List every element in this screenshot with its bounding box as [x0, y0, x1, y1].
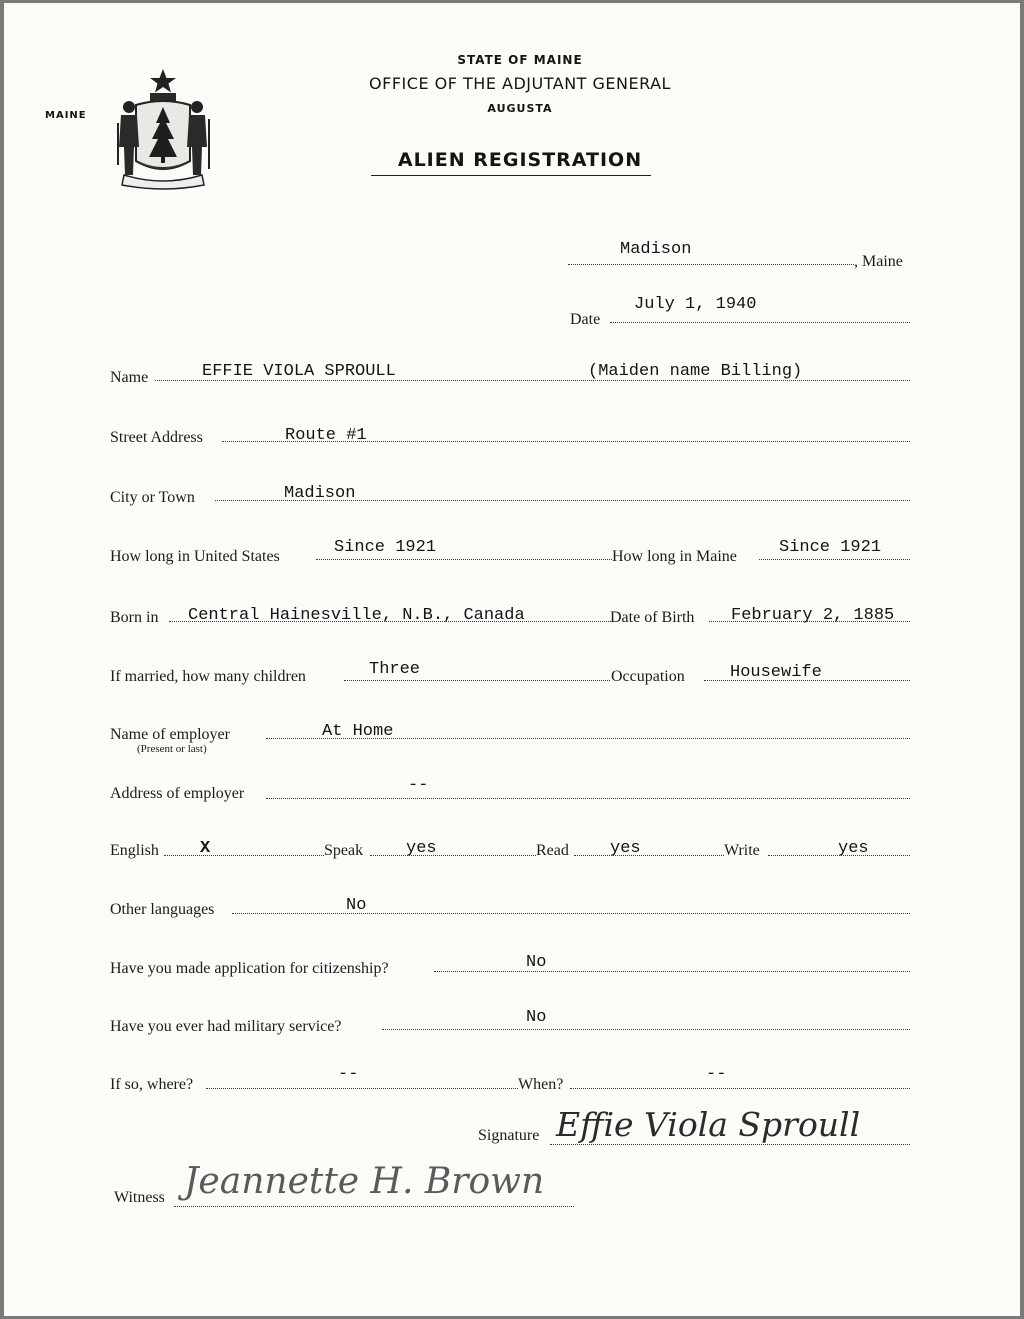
english-value: X [200, 839, 211, 858]
occupation-value: Housewife [730, 663, 822, 682]
how-long-maine-value: Since 1921 [779, 538, 882, 557]
office-heading: OFFICE OF THE ADJUTANT GENERAL [369, 74, 671, 93]
children-value: Three [369, 660, 421, 679]
city-value: Madison [284, 484, 356, 503]
military-label: Have you ever had military service? [110, 1018, 342, 1035]
how-long-maine-label: How long in Maine [612, 548, 737, 565]
state-seal-icon [110, 65, 216, 191]
employer-value: At Home [322, 722, 394, 741]
name-value: EFFIE VIOLA SPROULL [202, 362, 396, 381]
city-heading: AUGUSTA [487, 102, 553, 115]
how-long-us-label: How long in United States [110, 548, 280, 565]
born-in-label: Born in [110, 609, 159, 626]
occupation-label: Occupation [611, 668, 685, 685]
military-value: No [526, 1008, 547, 1027]
where-value: -- [338, 1065, 359, 1084]
citizenship-value: No [526, 953, 547, 972]
write-value: yes [838, 839, 869, 858]
date-label: Date [570, 311, 601, 328]
employer-address-value: -- [408, 776, 429, 795]
citizenship-label: Have you made application for citizenship? [110, 960, 389, 977]
form-sheet [4, 3, 1020, 1316]
english-label: English [110, 842, 159, 859]
seal-banner-text: MAINE [45, 110, 87, 121]
signature-label: Signature [478, 1127, 540, 1144]
street-address-value: Route #1 [285, 426, 367, 445]
place-value: Madison [620, 240, 692, 259]
employer-address-label: Address of employer [110, 785, 245, 802]
title-underline [371, 175, 651, 176]
employer-sublabel: (Present or last) [137, 743, 207, 755]
witness-value: Jeannette H. Brown [184, 1161, 545, 1202]
children-label: If married, how many children [110, 668, 306, 685]
maiden-name-value: (Maiden name Billing) [588, 362, 803, 381]
state-heading: STATE OF MAINE [457, 53, 583, 67]
street-address-label: Street Address [110, 429, 203, 446]
write-label: Write [724, 842, 760, 859]
when-label: When? [518, 1076, 564, 1093]
how-long-us-value: Since 1921 [334, 538, 437, 557]
read-label: Read [536, 842, 569, 859]
born-in-value: Central Hainesville, N.B., Canada [188, 606, 525, 625]
city-label: City or Town [110, 489, 195, 506]
witness-label: Witness [114, 1189, 165, 1206]
when-value: -- [706, 1065, 727, 1084]
date-value: July 1, 1940 [634, 295, 757, 314]
date-of-birth-value: February 2, 1885 [731, 606, 895, 625]
page-title: ALIEN REGISTRATION [397, 149, 643, 171]
date-of-birth-label: Date of Birth [610, 609, 695, 626]
name-label: Name [110, 369, 149, 386]
read-value: yes [610, 839, 641, 858]
where-label: If so, where? [110, 1076, 194, 1093]
speak-value: yes [406, 839, 437, 858]
employer-label: Name of employer [110, 726, 230, 743]
other-languages-value: No [346, 896, 367, 915]
place-suffix: , Maine [854, 253, 903, 270]
speak-label: Speak [324, 842, 364, 859]
other-languages-label: Other languages [110, 901, 215, 918]
signature-value: Effie Viola Sproull [556, 1105, 861, 1144]
